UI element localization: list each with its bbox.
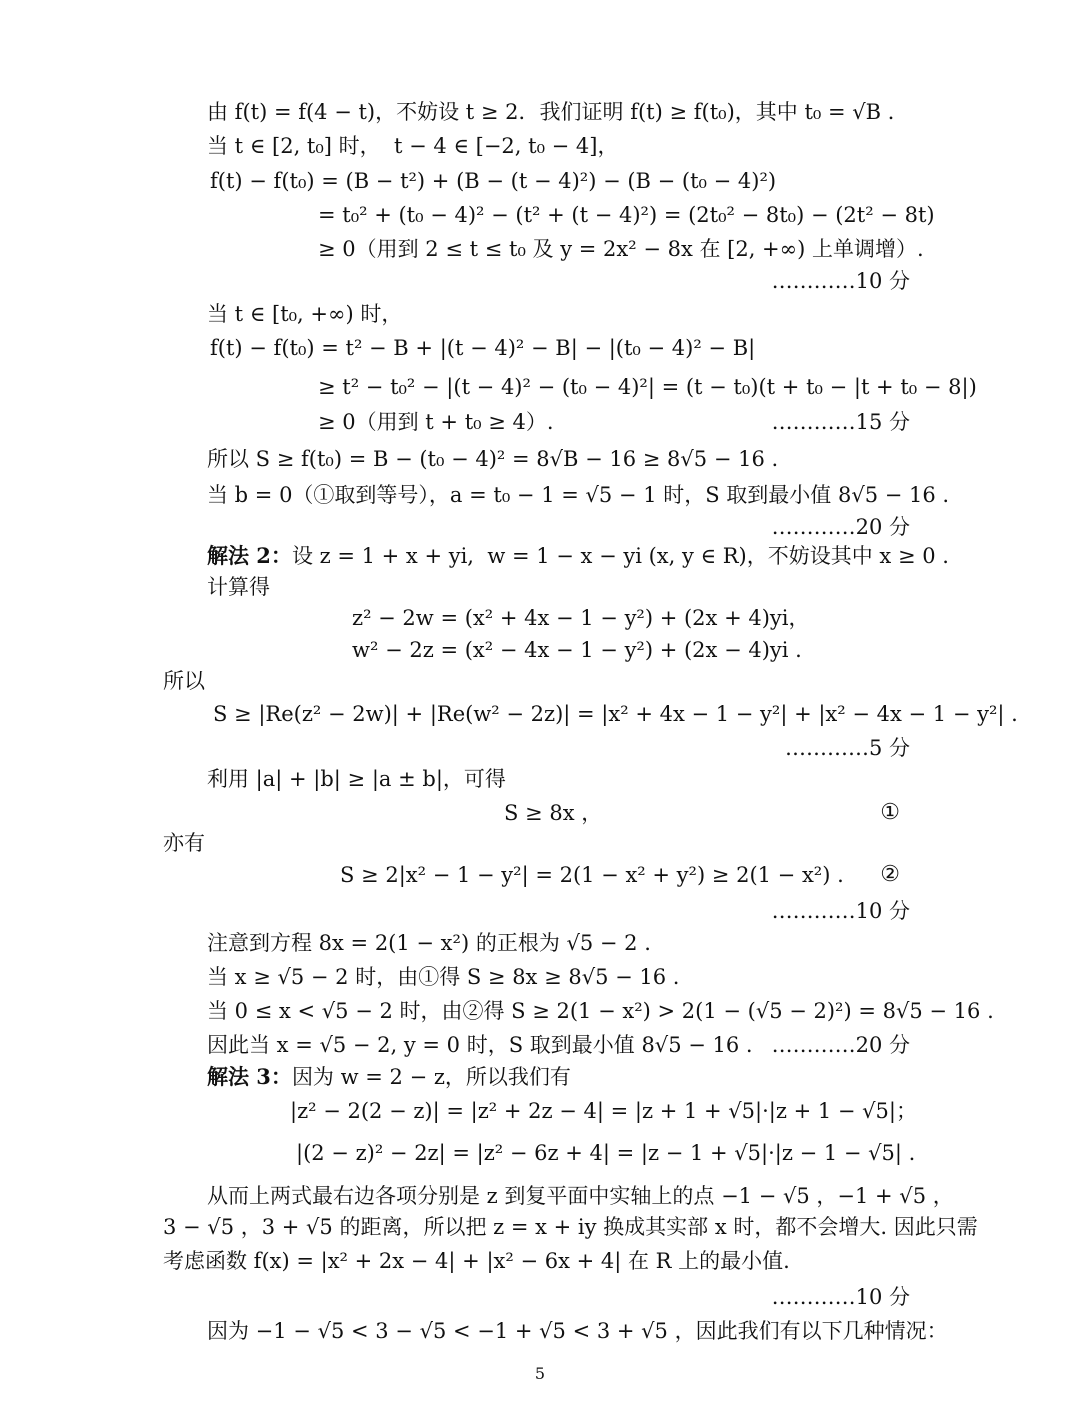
solution-label: 解法 3：: [207, 1064, 292, 1089]
equation-line: S ≥ 2|x² − 1 − y²| = 2(1 − x² + y²) ≥ 2(1 − x²) .: [340, 863, 844, 887]
equation-line: f(t) − f(t₀) = (B − t²) + (B − (t − 4)²) − (B − (t₀ − 4)²): [210, 169, 777, 193]
text-line: 注意到方程 8x = 2(1 − x²) 的正根为 √5 − 2 .: [207, 931, 651, 955]
text-line: 当 t ∈ [t₀, +∞) 时，: [207, 302, 403, 326]
equation-line: S ≥ |Re(z² − 2w)| + |Re(w² − 2z)| = |x² + 4x − 1 − y²| + |x² − 4x − 1 − y²| .: [213, 702, 1018, 726]
equation-number-1: ①: [880, 800, 900, 825]
text-line: 从而上两式最右边各项分别是 z 到复平面中实轴上的点 −1 − √5 ，−1 + √5 ，: [207, 1184, 954, 1208]
text-line: 3 − √5 ，3 + √5 的距离，所以把 z = x + iy 换成其实部 x 时，都不会增大. 因此只需: [163, 1215, 978, 1239]
text-line: 所以: [163, 669, 205, 693]
score-marker: …………10 分: [771, 1285, 910, 1309]
text-line: 由 f(t) = f(4 − t)，不妨设 t ≥ 2．我们证明 f(t) ≥ f(t₀)，其中 t₀ = √B ．: [207, 100, 909, 124]
score-marker: …………10 分: [771, 899, 910, 923]
equation-line: = t₀² + (t₀ − 4)² − (t² + (t − 4)²) = (2t₀² − 8t₀) − (2t² − 8t): [318, 203, 935, 227]
text-line: 考虑函数 f(x) = |x² + 2x − 4| + |x² − 6x + 4| 在 R 上的最小值.: [163, 1249, 790, 1273]
score-marker: …………20 分: [771, 515, 910, 539]
solution-label: 解法 2：: [207, 543, 292, 568]
text-line: 当 t ∈ [2, t₀] 时， t − 4 ∈ [−2, t₀ − 4]，: [207, 134, 619, 158]
text-line: 当 0 ≤ x < √5 − 2 时，由②得 S ≥ 2(1 − x²) > 2(1 − (√5 − 2)²) = 8√5 − 16 .: [207, 999, 994, 1023]
text-line: 当 x ≥ √5 − 2 时，由①得 S ≥ 8x ≥ 8√5 − 16 .: [207, 965, 680, 989]
score-marker: …………20 分: [771, 1033, 910, 1057]
text-line: 因此当 x = √5 − 2, y = 0 时，S 取到最小值 8√5 − 16 .: [207, 1033, 753, 1057]
text-line: 因为 w = 2 − z，所以我们有: [291, 1065, 571, 1089]
text-line: 设 z = 1 + x + yi, w = 1 − x − yi (x, y ∈ R)，不妨设其中 x ≥ 0 .: [291, 544, 949, 568]
equation-line: ≥ 0（用到 t + t₀ ≥ 4）.: [318, 410, 554, 434]
equation-line: S ≥ 8x ，: [504, 801, 603, 825]
equation-number-2: ②: [880, 862, 900, 887]
text-line: 亦有: [163, 831, 205, 855]
equation-line: |(2 − z)² − 2z| = |z² − 6z + 4| = |z − 1 + √5|·|z − 1 − √5| .: [296, 1141, 916, 1165]
text-line: 当 b = 0（①取到等号），a = t₀ − 1 = √5 − 1 时，S 取到最小值 8√5 − 16 .: [207, 483, 950, 507]
equation-line: z² − 2w = (x² + 4x − 1 − y²) + (2x + 4)yi，: [352, 606, 810, 630]
solution-2-heading: [207, 541, 949, 571]
score-marker: …………10 分: [771, 269, 910, 293]
equation-line: ≥ 0（用到 2 ≤ t ≤ t₀ 及 y = 2x² − 8x 在 [2, +∞) 上单调增）.: [318, 237, 924, 261]
solution-3-heading: [207, 1062, 571, 1092]
equation-line: |z² − 2(2 − z)| = |z² + 2z − 4| = |z + 1 + √5|·|z + 1 − √5|；: [290, 1099, 917, 1123]
text-line: 计算得: [207, 575, 270, 599]
page-number: 5: [534, 1364, 546, 1383]
equation-line: w² − 2z = (x² − 4x − 1 − y²) + (2x − 4)yi .: [352, 638, 802, 662]
score-marker: …………5 分: [784, 736, 910, 760]
text-line: 利用 |a| + |b| ≥ |a ± b|，可得: [207, 767, 506, 791]
equation-line: f(t) − f(t₀) = t² − B + |(t − 4)² − B| − |(t₀ − 4)² − B|: [210, 336, 756, 360]
text-line: 所以 S ≥ f(t₀) = B − (t₀ − 4)² = 8√B − 16 ≥ 8√5 − 16 .: [207, 447, 779, 471]
text-line: 因为 −1 − √5 < 3 − √5 < −1 + √5 < 3 + √5 ，因此我们有以下几种情况：: [207, 1319, 948, 1343]
equation-line: ≥ t² − t₀² − |(t − 4)² − (t₀ − 4)²| = (t − t₀)(t + t₀ − |t + t₀ − 8|): [318, 375, 977, 399]
score-marker: …………15 分: [771, 410, 910, 434]
